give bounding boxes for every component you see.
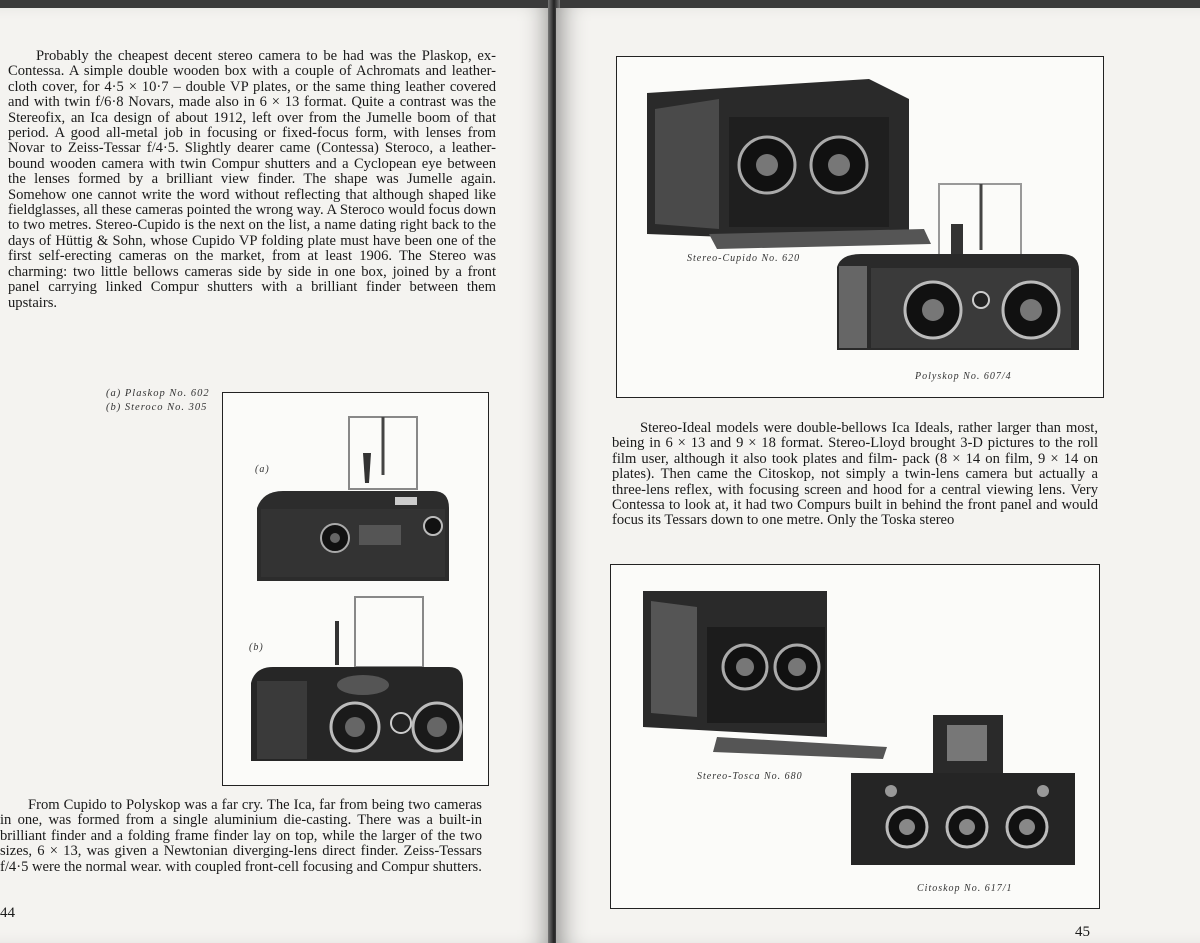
figure-label-a: (a)	[255, 464, 270, 475]
text-line: diverging-lens direct finder. Zeiss-Tessars f/4·5 were the normal wear.	[0, 843, 482, 875]
steroco-camera-photo	[241, 593, 473, 778]
text-line: The shape was Jumelle again. Somehow one cannot write the word	[8, 171, 496, 203]
text-line: two cameras in one, was formed from a single aluminium die-casting.	[0, 797, 482, 829]
text-line: to look at, it had two Compurs built in behind the front panel and	[668, 497, 1058, 514]
text-line: not simply a twin-lens camera but actually a three-lens reflex, with	[612, 466, 1098, 498]
left-page	[0, 8, 552, 943]
text-line: from at least 1906. The Stereo was charming: two little bellows cameras	[8, 248, 496, 280]
caption-steroco: (b) Steroco No. 305	[106, 402, 208, 413]
text-line: would focus its Tessars down to one metre. Only the Toska stereo	[612, 497, 1098, 529]
text-line: top, while the larger of the two sizes, 6 × 13, was given a Newtonian	[0, 827, 482, 860]
text-line: From Cupido to Polyskop was a far cry. The Ica, far from being	[28, 797, 405, 813]
text-line: than most, being in 6 × 13 and 9 × 18 format. Stereo-Lloyd brought	[612, 420, 1098, 452]
text-line: must have been one of the first self-erecting cameras on the market,	[8, 232, 497, 265]
text-line: a leather-bound wooden camera with twin Compur shutters and a	[8, 140, 496, 172]
text-line: shutters with a brilliant finder between them upstairs.	[8, 279, 497, 311]
text-line: metres. Stereo-Cupido is the next on the list, a name dating right	[48, 217, 428, 234]
text-line: 3-D pictures to the roll film user, although it also took plates and film-	[612, 435, 1099, 467]
text-line: focusing screen and hood for a central viewing lens. Very Contessa	[612, 481, 1099, 514]
caption-citoskop: Citoskop No. 617/1	[917, 883, 1013, 894]
text-line: There was a built-in brilliant finder and a folding frame finder lay on	[0, 812, 482, 844]
polyskop-camera-photo	[831, 182, 1093, 360]
text-line: side by side in one box, joined by a front panel carrying linked Compur	[8, 263, 496, 296]
text-line: design of about 1912, left over from the Jumelle boom of that period.	[8, 109, 496, 142]
figure-cupido-polyskop	[616, 56, 1104, 398]
page-number-left: 44	[0, 905, 15, 921]
text-line: A good all-metal job in focusing or fixed-focus form, with lenses from	[54, 125, 496, 142]
text-line: Novar to Zeiss-Tessar f/4·5. Slightly dearer came (Contessa) Steroco,	[8, 140, 434, 157]
right-page	[556, 8, 1200, 943]
text-line: Plaskop, ex-Contessa. A simple double wooden box with a couple of	[8, 48, 496, 80]
plaskop-camera-photo	[243, 413, 473, 588]
figure-tosca-citoskop	[610, 564, 1100, 909]
right-paragraph	[612, 421, 1098, 529]
caption-stereo-cupido: Stereo-Cupido No. 620	[687, 253, 801, 264]
caption-polyskop: Polyskop No. 607/4	[915, 371, 1012, 382]
caption-stereo-tosca: Stereo-Tosca No. 680	[697, 771, 803, 782]
text-line: Probably the cheapest decent stereo camera to be had was the	[36, 48, 416, 64]
citoskop-camera-photo	[847, 711, 1083, 881]
text-line: Stereo-Ideal models were double-bellows Ica Ideals, rather larger	[640, 420, 1031, 436]
text-line: with coupled front-cell focusing and Compur shutters.	[165, 858, 482, 875]
left-paragraph-1	[8, 49, 496, 311]
text-line: Achromats and leather-cloth cover, for 4·5 × 10·7 – double VP plates,	[8, 63, 496, 95]
text-line: pack (8 × 14 on film, 9 × 14 on plates). Then came the Citoskop,	[612, 450, 1098, 483]
text-line: without reflecting that although shaped like fieldglasses, all these	[8, 186, 496, 219]
page-number-right: 45	[1075, 924, 1090, 940]
figure-plaskop-steroco	[222, 392, 489, 786]
left-paragraph-2	[0, 798, 482, 875]
text-line: Cyclopean eye between the lenses formed by a brilliant view finder.	[8, 155, 497, 188]
text-line: also in 6 × 13 format. Quite a contrast was the Stereofix, an Ica	[8, 94, 496, 126]
caption-plaskop: (a) Plaskop No. 602	[106, 388, 210, 399]
figure-label-b: (b)	[249, 642, 264, 653]
text-line: back to the days of Hüttig & Sohn, whose Cupido VP folding plate	[8, 217, 496, 249]
text-line: cameras pointed the wrong way. A Steroco would focus down to two	[8, 202, 497, 234]
text-line: or the same thing leather covered and with twin f/6·8 Novars, made	[8, 78, 496, 111]
